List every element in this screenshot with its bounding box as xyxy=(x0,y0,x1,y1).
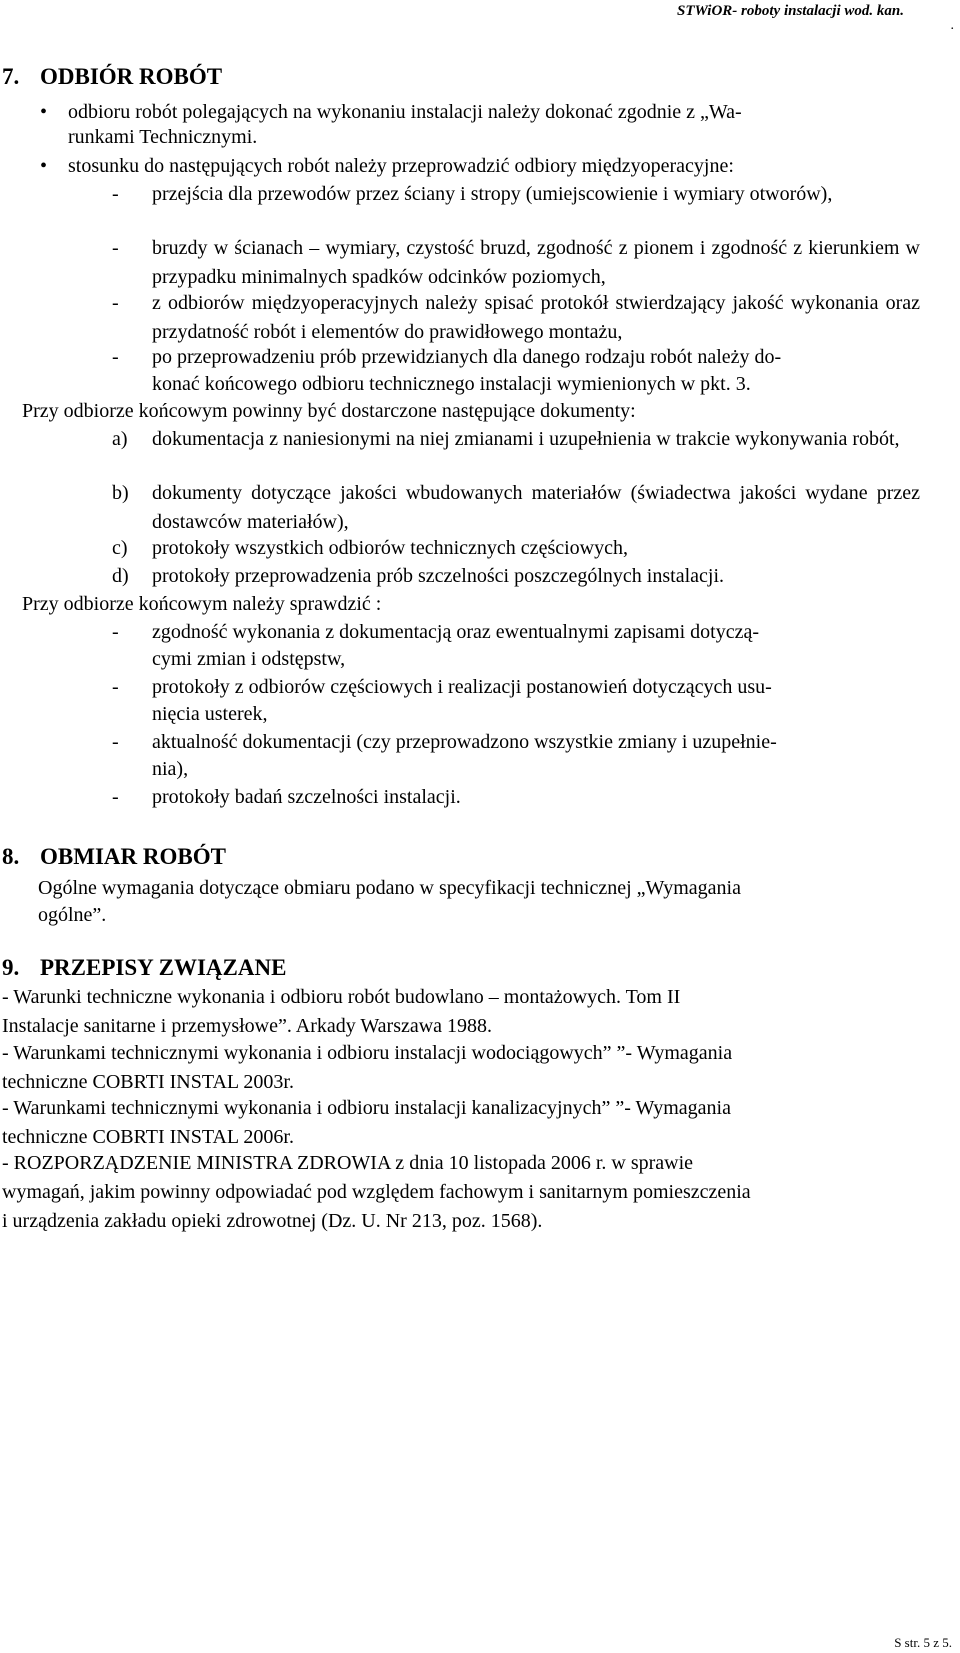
dash-item: - zgodność wykonania z dokumentacją oraz ewentualnymi zapisami dotyczą- xyxy=(112,618,920,647)
dash-item: - z odbiorów międzyoperacyjnych należy spisać protokół stwierdzający jakość wykonania oraz przydatność robót i elementów do prawidłowego montażu, xyxy=(112,289,920,347)
section-number: 9. xyxy=(2,955,20,980)
regulation-item: - Warunki techniczne wykonania i odbioru robót budowlano – montażowych. Tom II Instalacje sanitarne i przemysłowe”. Arkady Warszawa 1988. xyxy=(2,986,681,1037)
obmiar-text: Ogólne wymagania dotyczące obmiaru podano w specyfikacji technicznej „Wymagania xyxy=(38,877,741,899)
dash-item: - przejścia dla przewodów przez ściany i stropy (umiejscowienie i wymiary otworów), xyxy=(112,180,920,209)
bullet-icon: • xyxy=(40,155,48,177)
alpha-item: b) dokumenty dotyczące jakości wbudowanych materiałów (świadectwa jakości wydane przez dostawców materiałów), xyxy=(112,479,920,537)
dash-continuation: konać końcowego odbioru technicznego instalacji wymienionych w pkt. 3. xyxy=(152,373,751,395)
alpha-item: c) protokoły wszystkich odbiorów technicznych częściowych, xyxy=(112,534,920,563)
dash-icon: - xyxy=(112,183,119,205)
check-intro: Przy odbiorze końcowym należy sprawdzić : xyxy=(22,593,382,615)
section-title: OBMIAR ROBÓT xyxy=(40,844,226,869)
alpha-item: a) dokumentacja z naniesionymi na niej zmianami i uzupełnienia w trakcie wykonywania robót, xyxy=(112,425,920,454)
obmiar-text-continuation: ogólne”. xyxy=(38,904,107,926)
item-letter: b) xyxy=(112,482,129,504)
item-letter: c) xyxy=(112,537,128,559)
section-8-heading xyxy=(2,842,226,872)
regulation-item: - Warunkami technicznymi wykonania i odbioru instalacji wodociągowych” ”- Wymagania techniczne COBRTI INSTAL 2003r. xyxy=(2,1042,733,1093)
header-dot: . xyxy=(950,18,954,33)
item-letter: a) xyxy=(112,428,128,450)
bullet-item: • odbioru robót polegających na wykonaniu instalacji należy dokonać zgodnie z „Wa- xyxy=(40,98,920,127)
dash-continuation: cymi zmian i odstępstw, xyxy=(152,648,346,670)
docs-intro: Przy odbiorze końcowym powinny być dostarczone następujące dokumenty: xyxy=(22,400,636,422)
dash-item: - bruzdy w ścianach – wymiary, czystość bruzd, zgodność z pionem i zgodność z kierunkiem w przypadku minimalnych spadków odcinków poziomych, xyxy=(112,234,920,292)
dash-icon: - xyxy=(112,292,119,314)
dash-icon: - xyxy=(112,676,119,698)
dash-item: - aktualność dokumentacji (czy przeprowadzono wszystkie zmiany i uzupełnie- xyxy=(112,728,920,757)
section-title: ODBIÓR ROBÓT xyxy=(40,64,223,89)
bullet-continuation: runkami Technicznymi. xyxy=(68,126,258,148)
running-header: STWiOR- roboty instalacji wod. kan. xyxy=(677,3,904,19)
page-number: S str. 5 z 5. xyxy=(894,1635,952,1650)
regulation-item: - Warunkami technicznymi wykonania i odbioru instalacji kanalizacyjnych” ”- Wymagania techniczne COBRTI INSTAL 2006r. xyxy=(2,1097,731,1148)
dash-continuation: nięcia usterek, xyxy=(152,703,268,725)
dash-continuation: nia), xyxy=(152,758,189,780)
dash-icon: - xyxy=(112,237,119,259)
bullet-icon: • xyxy=(40,101,48,123)
section-7-heading xyxy=(2,62,222,92)
section-number: 7. xyxy=(2,64,20,89)
dash-icon: - xyxy=(112,786,119,808)
regulation-item: - ROZPORZĄDZENIE MINISTRA ZDROWIA z dnia 10 listopada 2006 r. w sprawie wymagań, jakim powinny odpowiadać pod względem fachowym i sanitarnym pomieszczenia i urządzenia zakładu opieki zdrowotnej (Dz. U. Nr 213, poz. 1568). xyxy=(2,1152,751,1232)
item-letter: d) xyxy=(112,565,129,587)
section-number: 8. xyxy=(2,844,20,869)
section-9-heading xyxy=(2,953,286,983)
dash-icon: - xyxy=(112,731,119,753)
alpha-item: d) protokoły przeprowadzenia prób szczelności poszczególnych instalacji. xyxy=(112,562,920,591)
section-title: PRZEPISY ZWIĄZANE xyxy=(40,955,287,980)
dash-item: - protokoły z odbiorów częściowych i realizacji postanowień dotyczących usu- xyxy=(112,673,920,702)
bullet-item: • stosunku do następujących robót należy przeprowadzić odbiory międzyoperacyjne: xyxy=(40,152,920,181)
dash-icon: - xyxy=(112,346,119,368)
dash-icon: - xyxy=(112,621,119,643)
dash-item: - po przeprowadzeniu prób przewidzianych dla danego rodzaju robót należy do- xyxy=(112,343,920,372)
dash-item: - protokoły badań szczelności instalacji. xyxy=(112,783,920,812)
